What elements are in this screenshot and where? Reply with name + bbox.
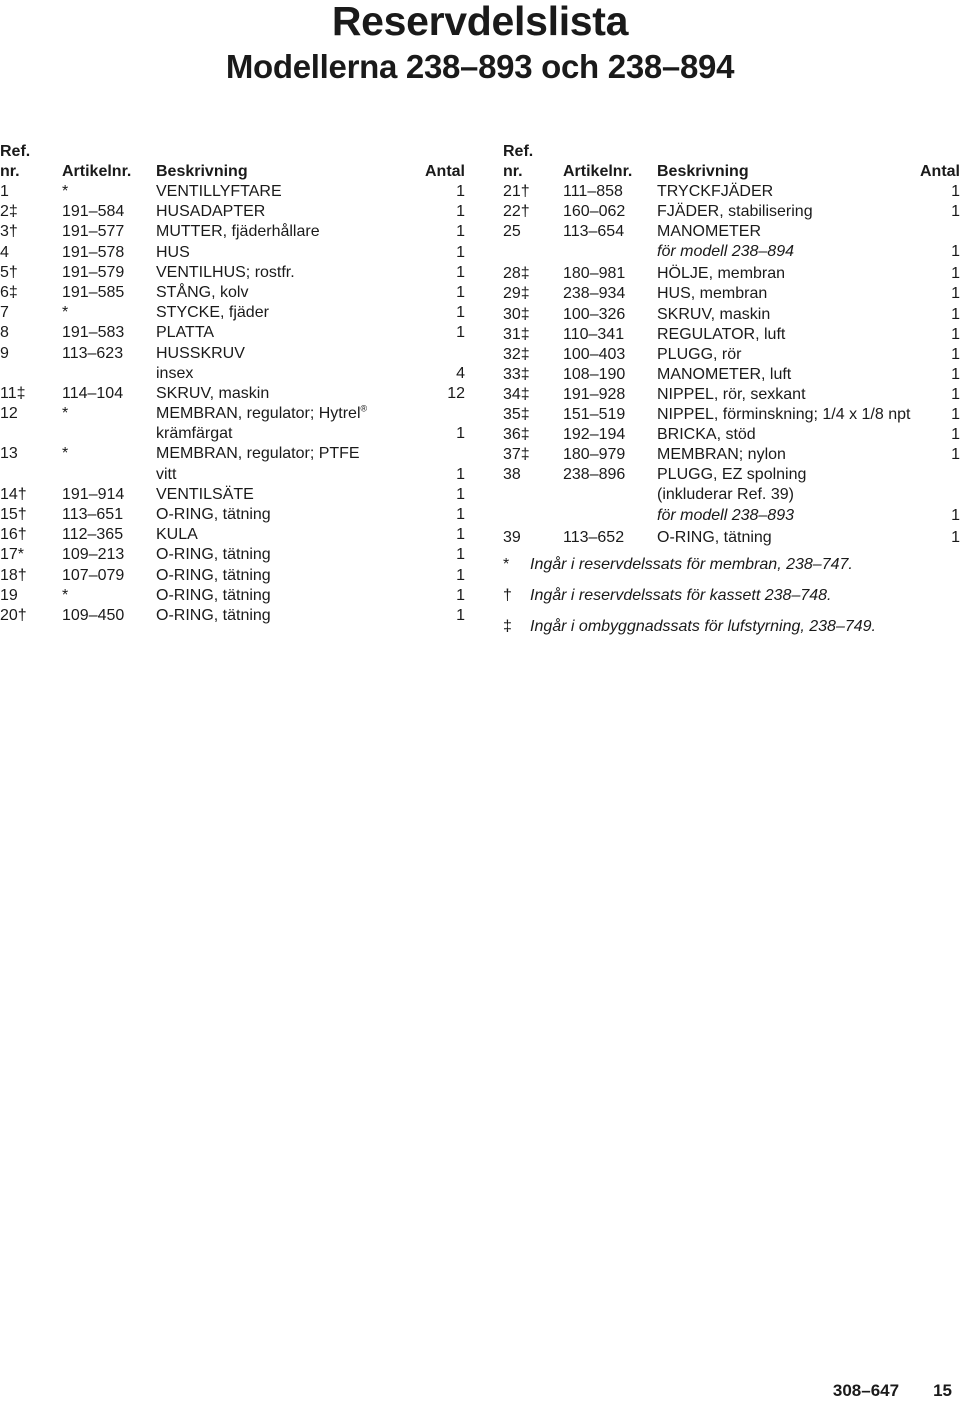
article-number: 191–585 — [62, 283, 125, 301]
description-text: MANOMETER, luft — [657, 365, 792, 383]
header-ref-line2: nr. — [503, 163, 523, 180]
description — [156, 222, 320, 242]
quantity: 1 — [951, 203, 960, 221]
table-row — [0, 505, 465, 525]
ref-number: 39 — [503, 528, 521, 546]
table-row — [0, 243, 465, 263]
table-row — [503, 264, 960, 284]
description-text: HUSADAPTER — [156, 203, 266, 221]
ref-number: 31‡ — [503, 325, 530, 343]
description — [657, 445, 786, 465]
description-text: PLATTA — [156, 324, 215, 342]
ref-number: 5† — [0, 263, 18, 281]
quantity: 1 — [951, 528, 960, 546]
description — [156, 323, 214, 343]
table-header — [503, 142, 960, 182]
quantity: 1 — [456, 304, 465, 322]
ref-number: 36‡ — [503, 426, 530, 444]
ref-number: 8 — [0, 324, 9, 342]
header-description: Beskrivning — [657, 163, 749, 180]
article-number: 180–979 — [563, 446, 626, 464]
description — [156, 263, 295, 283]
article-number: 108–190 — [563, 365, 626, 383]
description — [156, 283, 248, 303]
description-text: MEMBRAN, regulator; PTFE — [156, 445, 360, 463]
header-article: Artikelnr. — [62, 163, 132, 180]
table-row — [0, 586, 465, 606]
ref-number: 20† — [0, 606, 27, 624]
description-text: SKRUV, maskin — [657, 305, 771, 323]
description-text: O-RING, tätning — [156, 586, 271, 604]
description — [156, 545, 271, 565]
description-line-2: insex — [156, 364, 194, 382]
article-number: 160–062 — [563, 203, 626, 221]
header-ref-line1: Ref. — [0, 143, 31, 160]
quantity: 1 — [456, 324, 465, 342]
article-number: 180–981 — [563, 265, 626, 283]
table-row — [0, 404, 465, 444]
description-text: MUTTER, fjäderhållare — [156, 223, 320, 241]
description-text: NIPPEL, rör, sexkant — [657, 385, 806, 403]
header-ref-line2: nr. — [0, 163, 20, 180]
description-text: KULA — [156, 526, 198, 544]
header-description: Beskrivning — [156, 163, 248, 180]
article-number: 191–577 — [62, 223, 125, 241]
description — [156, 202, 265, 222]
article-number: 191–928 — [563, 385, 626, 403]
table-row — [503, 405, 960, 425]
description-text: MEMBRAN; nylon — [657, 446, 786, 464]
article-number: 113–654 — [563, 223, 625, 241]
quantity: 1 — [456, 465, 465, 483]
quantity: 1 — [456, 223, 465, 241]
table-row — [0, 566, 465, 586]
description — [657, 182, 773, 202]
quantity: 1 — [456, 425, 465, 443]
description-text: TRYCKFJÄDER — [657, 183, 774, 200]
article-number: * — [62, 405, 69, 423]
ref-number: 30‡ — [503, 305, 530, 323]
quantity: 1 — [951, 506, 960, 524]
table-row — [503, 445, 960, 465]
parts-table-left — [0, 142, 465, 626]
quantity: 1 — [951, 365, 960, 383]
table-row — [0, 525, 465, 545]
footnote-symbol: † — [503, 587, 512, 604]
table-row — [0, 222, 465, 242]
ref-number: 38 — [503, 466, 521, 484]
footnote-text: Ingår i ombyggnadssats för lufstyrning, 238–749. — [530, 618, 876, 635]
description — [156, 384, 269, 404]
quantity: 1 — [456, 283, 465, 301]
quantity: 1 — [456, 183, 465, 200]
article-number: 238–896 — [563, 466, 626, 484]
description — [657, 264, 785, 284]
table-row — [0, 303, 465, 323]
table-header — [0, 142, 465, 182]
article-number: * — [62, 183, 69, 200]
quantity: 1 — [951, 406, 960, 424]
ref-number: 37‡ — [503, 446, 530, 464]
description-text: VENTILLYFTARE — [156, 183, 282, 200]
description-text: MEMBRAN, regulator; Hytrel — [156, 405, 361, 423]
description-text: BRICKA, stöd — [657, 426, 756, 444]
quantity: 4 — [456, 364, 465, 382]
description — [657, 284, 767, 304]
description — [657, 528, 772, 548]
table-row — [0, 263, 465, 283]
description — [657, 345, 741, 365]
article-number: 114–104 — [62, 384, 124, 402]
ref-number: 3† — [0, 223, 18, 241]
ref-number: 1 — [0, 183, 9, 200]
description-text: HUS, membran — [657, 285, 768, 303]
article-number: 110–341 — [563, 325, 625, 343]
description-text: VENTILHUS; rostfr. — [156, 263, 295, 281]
header-ref-line1: Ref. — [503, 143, 534, 160]
quantity: 1 — [951, 325, 960, 343]
table-row — [503, 425, 960, 445]
description-text: O-RING, tätning — [156, 546, 271, 564]
ref-number: 22† — [503, 203, 530, 221]
table-row — [503, 465, 960, 525]
ref-number: 32‡ — [503, 345, 530, 363]
article-number: 191–584 — [62, 203, 125, 221]
ref-number: 25 — [503, 223, 521, 241]
description-text: PLUGG, EZ spolning — [657, 466, 807, 484]
quantity: 1 — [456, 546, 465, 564]
description-text: STÅNG, kolv — [156, 283, 249, 301]
description — [657, 365, 791, 385]
quantity: 1 — [456, 263, 465, 281]
article-number: 151–519 — [563, 406, 626, 424]
table-row — [503, 365, 960, 385]
quantity: 1 — [951, 285, 960, 303]
quantity: 1 — [951, 183, 960, 200]
footnote-text: Ingår i reservdelssats för kassett 238–748. — [530, 587, 832, 604]
description — [657, 202, 813, 222]
description — [657, 405, 910, 425]
table-row — [503, 182, 960, 202]
description-text: HUS — [156, 243, 190, 261]
page-subtitle: Modellerna 238–893 och 238–894 — [225, 48, 735, 85]
description — [657, 465, 806, 485]
ref-number: 28‡ — [503, 265, 530, 283]
description — [156, 344, 245, 364]
ref-number: 29‡ — [503, 285, 530, 303]
quantity: 1 — [456, 506, 465, 524]
description-text: FJÄDER, stabilisering — [657, 203, 813, 221]
ref-number: 13 — [0, 445, 18, 463]
page-number: 15 — [933, 1381, 952, 1400]
ref-number: 21† — [503, 183, 530, 200]
description-text: VENTILSÄTE — [156, 485, 254, 503]
ref-number: 2‡ — [0, 203, 18, 221]
article-number: 109–450 — [62, 606, 125, 624]
quantity: 1 — [951, 305, 960, 323]
description-line-2: (inkluderar Ref. 39) — [657, 486, 794, 504]
table-row — [503, 385, 960, 405]
quantity: 1 — [951, 345, 960, 363]
ref-number: 34‡ — [503, 385, 530, 403]
ref-number: 9 — [0, 344, 9, 362]
ref-number: 16† — [0, 526, 27, 544]
article-number: 113–623 — [62, 344, 124, 362]
table-row — [503, 325, 960, 345]
footnote-symbol: ‡ — [503, 618, 512, 635]
quantity: 1 — [456, 485, 465, 503]
description — [156, 303, 269, 323]
ref-number: 33‡ — [503, 365, 530, 383]
ref-number: 15† — [0, 506, 27, 524]
description — [156, 566, 271, 586]
description-line-3: för modell 238–893 — [657, 506, 794, 524]
quantity: 1 — [951, 446, 960, 464]
table-row — [503, 528, 960, 548]
quantity: 1 — [951, 385, 960, 403]
description-text: O-RING, tätning — [156, 506, 271, 524]
registered-mark: ® — [360, 403, 368, 414]
ref-number: 18† — [0, 566, 27, 584]
description-line-2: vitt — [156, 465, 177, 483]
table-row — [0, 344, 465, 384]
description — [156, 586, 271, 606]
article-number: 192–194 — [563, 426, 626, 444]
page-footer — [799, 1381, 952, 1401]
article-number: 100–403 — [563, 345, 626, 363]
table-row — [0, 323, 465, 343]
ref-number: 4 — [0, 243, 9, 261]
description-text: HÖLJE, membran — [657, 265, 786, 283]
article-number: 191–579 — [62, 263, 125, 281]
quantity: 1 — [951, 243, 960, 261]
ref-number: 12 — [0, 405, 18, 423]
description-text: SKRUV, maskin — [156, 384, 270, 402]
ref-number: 11‡ — [0, 384, 26, 402]
article-number: * — [62, 304, 69, 322]
table-row — [0, 384, 465, 404]
table-row — [503, 305, 960, 325]
description-text: REGULATOR, luft — [657, 325, 786, 343]
ref-number: 14† — [0, 485, 27, 503]
ref-number: 6‡ — [0, 283, 18, 301]
document-number: 308–647 — [832, 1381, 900, 1400]
description — [156, 444, 360, 464]
description — [657, 385, 806, 405]
description-text: NIPPEL, förminskning; 1/4 x 1/8 npt — [657, 406, 911, 424]
quantity: 1 — [456, 566, 465, 584]
description — [156, 182, 282, 202]
description-line-2: för modell 238–894 — [657, 243, 794, 261]
quantity: 1 — [456, 526, 465, 544]
description-line-2: krämfärgat — [156, 425, 233, 443]
quantity: 1 — [951, 426, 960, 444]
header-article: Artikelnr. — [563, 163, 633, 180]
article-number: 109–213 — [62, 546, 125, 564]
description — [156, 505, 271, 525]
footnote-text: Ingår i reservdelssats för membran, 238–747. — [530, 556, 853, 573]
description — [657, 425, 756, 445]
article-number: 238–934 — [563, 285, 626, 303]
description-text: O-RING, tätning — [156, 606, 271, 624]
description-text: STYCKE, fjäder — [156, 304, 269, 322]
description — [156, 404, 367, 424]
description-text: O-RING, tätning — [156, 566, 271, 584]
description-text: HUSSKRUV — [156, 344, 245, 362]
quantity: 1 — [951, 265, 960, 283]
ref-number: 19 — [0, 586, 18, 604]
article-number: 113–651 — [62, 506, 124, 524]
article-number: 191–914 — [62, 485, 125, 503]
header-quantity: Antal — [920, 163, 960, 180]
ref-number: 17* — [0, 546, 25, 564]
table-row — [0, 202, 465, 222]
description-text: MANOMETER — [657, 223, 761, 241]
article-number: 100–326 — [563, 305, 626, 323]
description — [156, 485, 254, 505]
article-number: 112–365 — [62, 526, 124, 544]
table-row — [503, 284, 960, 304]
table-row — [0, 444, 465, 484]
article-number: 191–583 — [62, 324, 125, 342]
article-number: * — [62, 445, 69, 463]
page-title: Reservdelslista — [331, 0, 629, 44]
table-row — [0, 485, 465, 505]
footnote-symbol: * — [503, 556, 510, 573]
table-body — [503, 182, 960, 548]
header-quantity: Antal — [425, 163, 465, 180]
description-text: O-RING, tätning — [657, 528, 772, 546]
article-number: 113–652 — [563, 528, 625, 546]
description — [156, 525, 198, 545]
description — [156, 243, 190, 263]
table-row — [503, 345, 960, 365]
article-number: * — [62, 586, 69, 604]
article-number: 111–858 — [563, 183, 623, 200]
description — [657, 305, 770, 325]
description — [657, 325, 785, 345]
quantity: 1 — [456, 586, 465, 604]
quantity: 1 — [456, 203, 465, 221]
description — [657, 222, 761, 242]
ref-number: 35‡ — [503, 406, 530, 424]
article-number: 191–578 — [62, 243, 125, 261]
article-number: 107–079 — [62, 566, 125, 584]
table-row — [0, 545, 465, 565]
ref-number: 7 — [0, 304, 9, 322]
table-row — [0, 283, 465, 303]
table-row — [503, 222, 960, 262]
table-body — [0, 182, 465, 626]
quantity: 12 — [447, 384, 465, 402]
table-row — [0, 182, 465, 202]
quantity: 1 — [456, 606, 465, 624]
quantity: 1 — [456, 243, 465, 261]
table-row — [503, 202, 960, 222]
table-row — [0, 606, 465, 626]
description — [156, 606, 271, 626]
description-text: PLUGG, rör — [657, 345, 742, 363]
parts-table-right — [503, 142, 960, 548]
